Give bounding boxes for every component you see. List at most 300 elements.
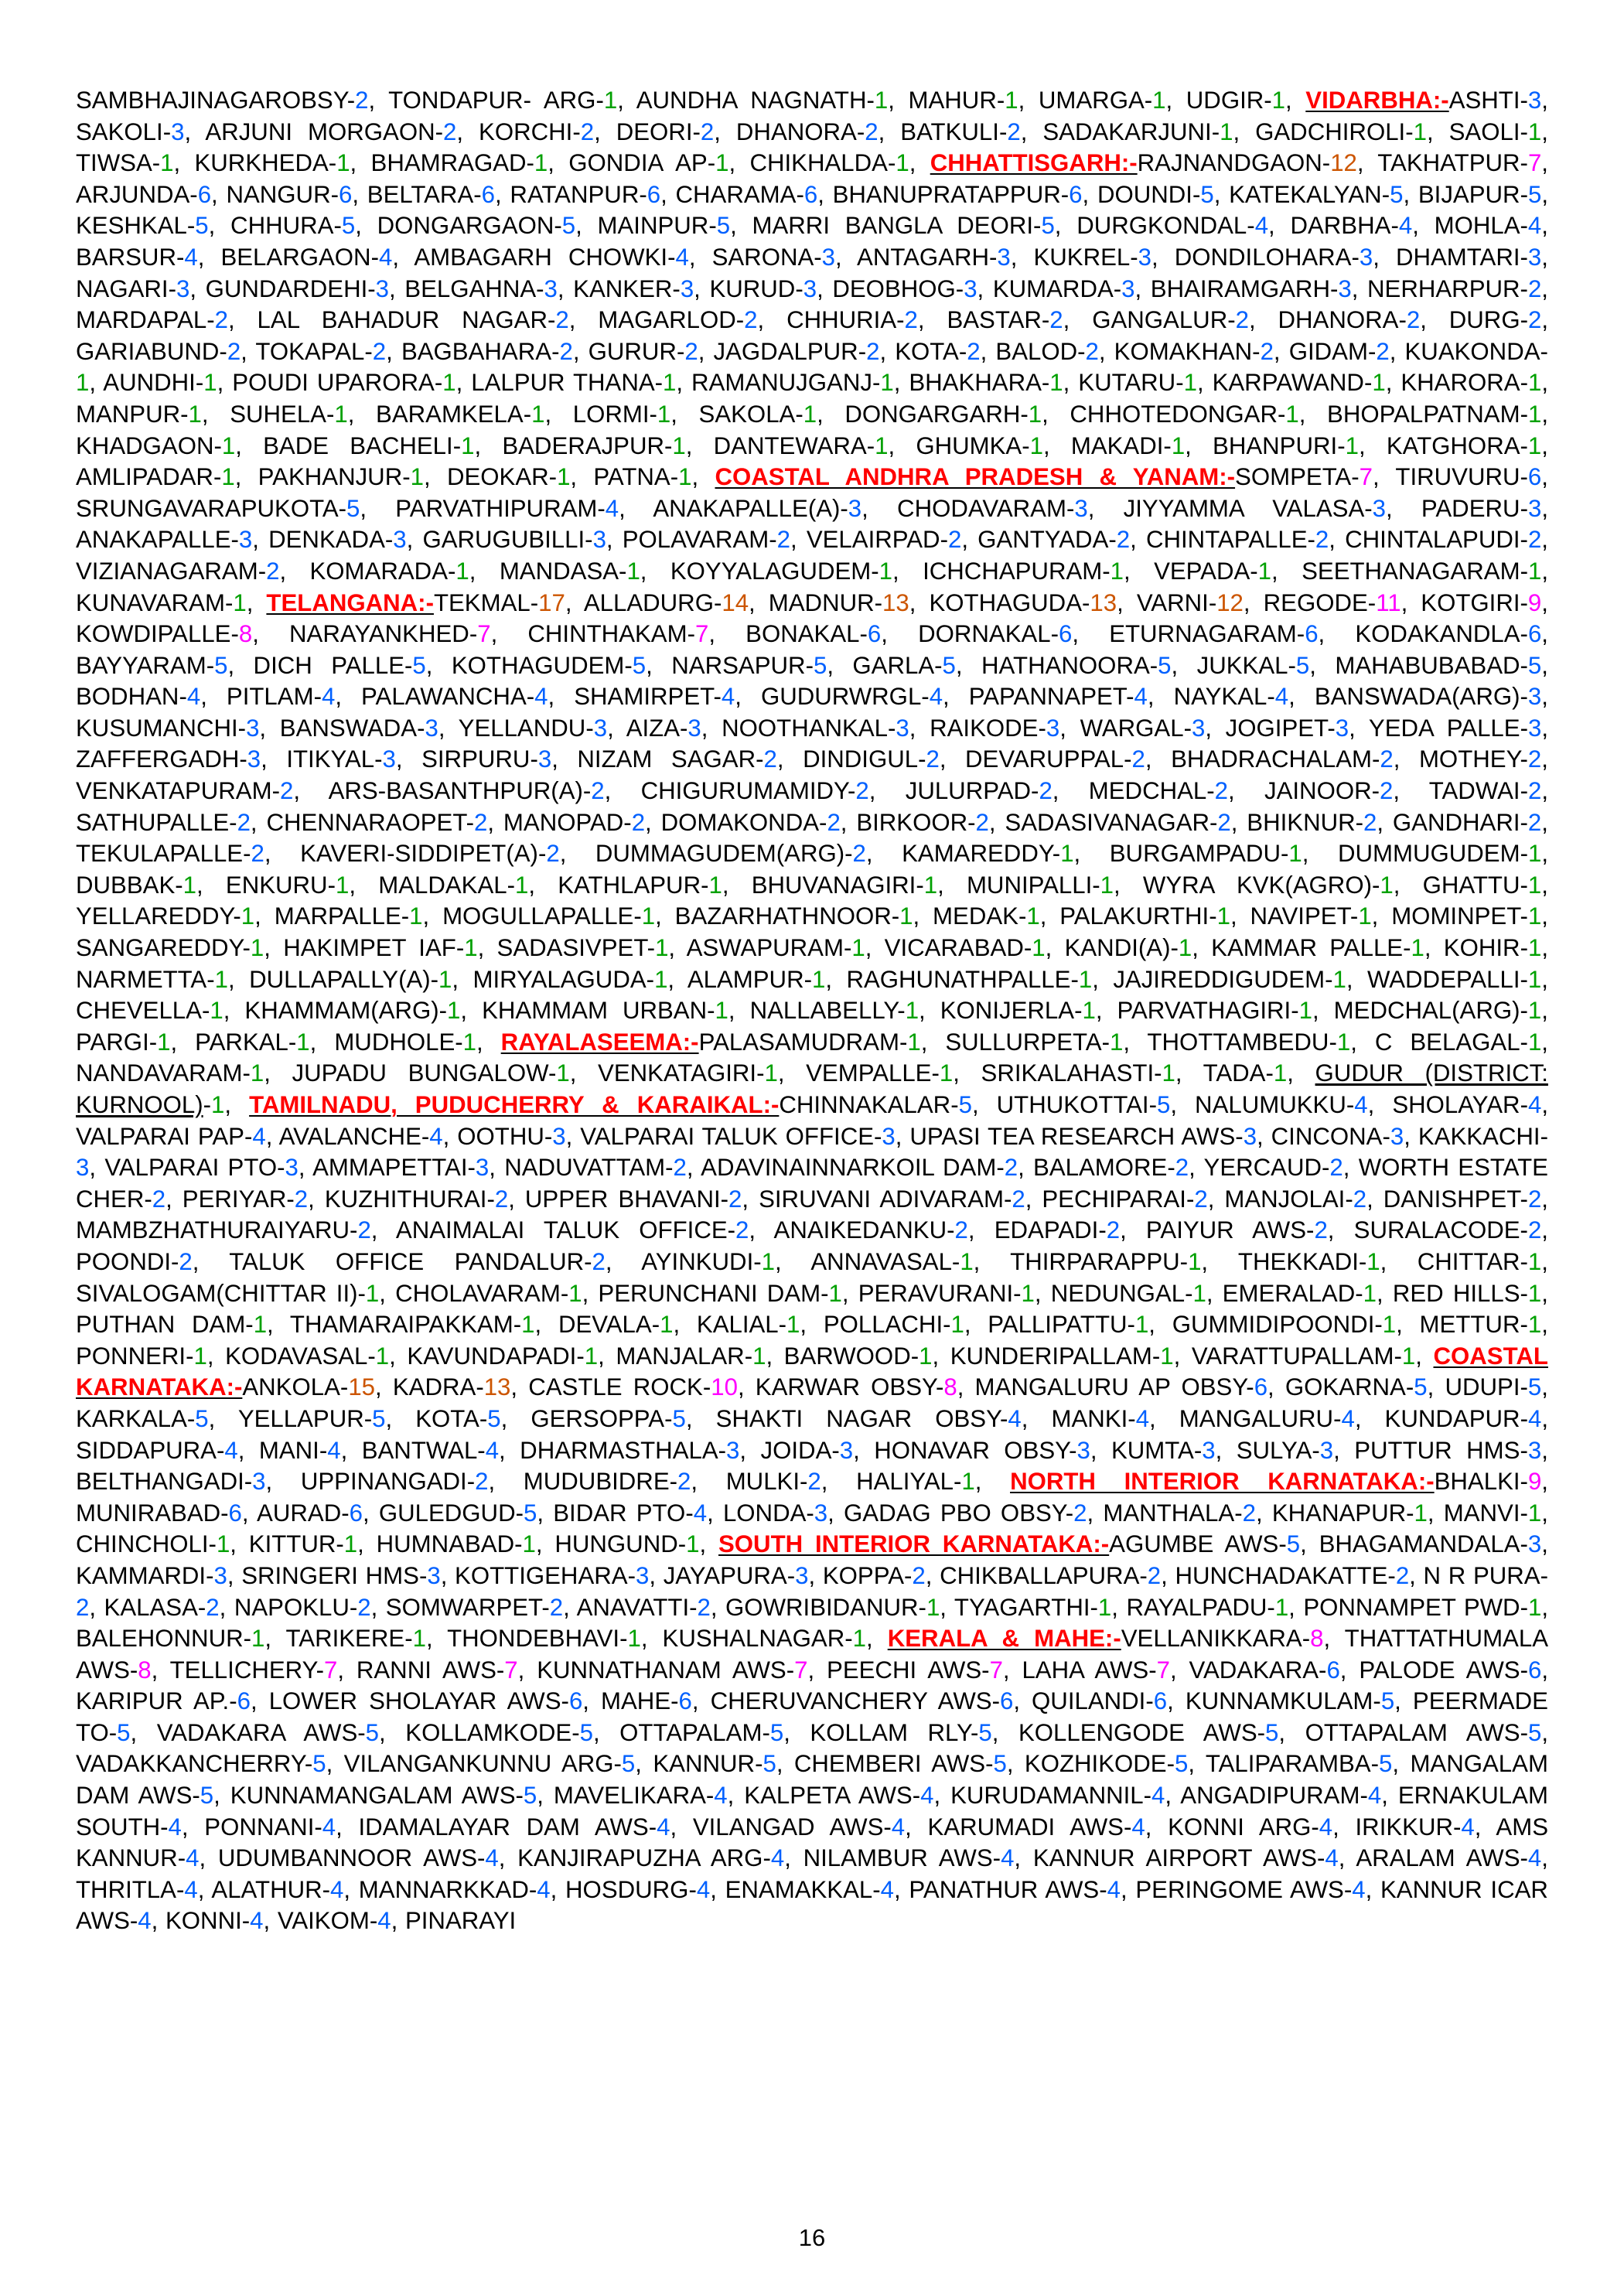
station-name: PATNA: [593, 463, 670, 491]
station-entry: CHINTAPALLE-2,: [1145, 526, 1346, 554]
station-name: GARLA: [852, 651, 935, 679]
station-entry: KODAKANDLA-6,: [1355, 620, 1548, 648]
station-name: THATTATHUMALA AWS: [76, 1625, 1548, 1684]
station-entry: UDUPI-5,: [1445, 1373, 1548, 1401]
station-entry: NANDAVARAM-1,: [76, 1059, 292, 1087]
station-count: 2: [494, 1185, 509, 1213]
station-count: 3: [896, 714, 909, 742]
station-count: 1: [880, 369, 894, 397]
station-count: 2: [763, 745, 777, 773]
station-count: 1: [160, 149, 174, 177]
station-name: SHAMIRPET: [574, 683, 714, 711]
station-count: 5: [1527, 651, 1542, 679]
station-entry: DEVALA-1,: [558, 1311, 697, 1339]
station-entry: PERINGOME AWS-4,: [1135, 1875, 1380, 1903]
station-count: 4: [1325, 1844, 1339, 1872]
station-entry: MANGALURU AP OBSY-6,: [974, 1373, 1285, 1401]
station-name: JAGDALPUR: [713, 337, 858, 365]
station-entry: MADNUR-13,: [768, 588, 930, 616]
station-name: THIRPARAPPU: [1010, 1247, 1180, 1275]
station-name: KHAMMAM(ARG): [244, 997, 439, 1025]
station-count: 3: [537, 745, 552, 773]
station-name: RED HILLS: [1392, 1279, 1520, 1307]
station-name: PANATHUR AWS: [909, 1875, 1100, 1903]
station-name: KODAVASAL: [225, 1342, 368, 1370]
station-entry: CHINTHAKAM-7,: [527, 620, 746, 648]
station-count: 1: [253, 1311, 268, 1339]
station-name: AMBAGARH CHOWKI: [414, 243, 668, 271]
station-name: BURGAMPADU: [1109, 840, 1281, 868]
station-name: CHEVELLA: [76, 997, 202, 1025]
station-entry: NAPOKLU-2,: [234, 1593, 386, 1621]
station-entry: JAGDALPUR-2,: [713, 337, 896, 365]
station-entry: PITLAM-4,: [226, 683, 362, 711]
station-count: 1: [343, 1530, 358, 1558]
station-name: ETURNAGARAM: [1109, 620, 1297, 648]
station-count: 6: [1059, 620, 1073, 648]
station-entry: PALODE AWS-6,: [1359, 1656, 1548, 1684]
station-count: 1: [1527, 118, 1542, 145]
station-count: 1: [1285, 400, 1299, 428]
station-name: AIZA: [626, 714, 681, 742]
station-entry: CHEVELLA-1,: [76, 997, 245, 1025]
station-entry: KARUMADI AWS-4,: [927, 1813, 1169, 1841]
station-name: GOWRIBIDANUR: [725, 1593, 919, 1621]
station-name: JAINOOR: [1264, 777, 1372, 805]
station-name: SANGAREDDY: [76, 934, 243, 962]
station-entry: PECHIPARAI-2,: [1042, 1185, 1225, 1213]
station-entry: GANTYADA-2,: [977, 526, 1146, 554]
station-name: CHIKBALLAPURA: [940, 1561, 1140, 1589]
station-entry: PERUNCHANI DAM-1,: [598, 1279, 858, 1307]
station-entry: THATTATHUMALA AWS-8,: [76, 1625, 1548, 1684]
station-name: RAYALPADU: [1126, 1593, 1267, 1621]
station-entry: AIZA-3,: [626, 714, 722, 742]
station-name: UPPINANGADI: [300, 1468, 467, 1496]
station-entry: C BELAGAL-1,: [1374, 1028, 1548, 1056]
station-name: GUMMIDIPOONDI: [1172, 1311, 1375, 1339]
station-count: 1: [1336, 1028, 1351, 1056]
station-name: JUPADU BUNGALOW: [292, 1059, 548, 1087]
station-name: WARGAL: [1080, 714, 1184, 742]
station-count: 6: [349, 1499, 363, 1527]
station-entry: YELLAPUR-5,: [237, 1404, 416, 1432]
station-entry: PERIYAR-2,: [182, 1185, 325, 1213]
station-count: 1: [851, 934, 865, 962]
station-entry: DUBBAK-1,: [76, 871, 226, 899]
station-name: SIVALOGAM(CHITTAR II): [76, 1279, 358, 1307]
station-count: 6: [1326, 1656, 1340, 1684]
station-entry: CHHURIA-2,: [786, 306, 947, 334]
station-count: 2: [697, 1593, 711, 1621]
station-name: KOTTIGEHARA: [455, 1561, 628, 1589]
station-entry: THONDEBHAVI-1,: [447, 1625, 663, 1653]
station-count: 13: [882, 588, 909, 616]
station-name: VARNI: [1136, 588, 1209, 616]
station-entry: BAZARHATHNOOR-1,: [674, 902, 933, 930]
station-count: 5: [978, 1718, 992, 1746]
station-name: ARALAM AWS: [1356, 1844, 1520, 1872]
station-entry: PONNERI-1,: [76, 1342, 226, 1370]
station-entry: UDGIR-1,: [1186, 87, 1306, 114]
station-count: 3: [425, 714, 438, 742]
station-name: CHHURIA: [786, 306, 897, 334]
station-count: 4: [168, 1813, 182, 1841]
station-name: AMLIPADAR: [76, 463, 213, 491]
station-entry: GADCHIROLI-1,: [1255, 118, 1449, 145]
station-count: 2: [1217, 808, 1231, 836]
station-count: 1: [183, 871, 197, 899]
station-entry: BHANPURI-1,: [1213, 432, 1387, 459]
station-name: CHOLAVARAM: [395, 1279, 561, 1307]
station-count: 2: [677, 1468, 691, 1496]
station-entry: JOIDA-3,: [760, 1436, 875, 1464]
station-name: REGODE: [1263, 588, 1368, 616]
station-count: 3: [1527, 87, 1542, 114]
station-entry: NADUVATTAM-2,: [504, 1154, 701, 1182]
station-count: 2: [735, 1216, 749, 1244]
station-count: 2: [1315, 526, 1329, 554]
station-entry: KUMTA-3,: [1111, 1436, 1237, 1464]
station-name: BANTWAL: [361, 1436, 478, 1464]
station-count: 3: [1191, 714, 1206, 742]
station-name: VADAKARA: [1189, 1656, 1319, 1684]
station-count: 4: [377, 1907, 391, 1935]
station-entry: KOTHAGUDEM-5,: [451, 651, 672, 679]
station-name: VALPARAI TALUK OFFICE: [580, 1122, 875, 1150]
station-entry: ARALAM AWS-4,: [1356, 1844, 1548, 1872]
station-name: KUTARU: [1078, 369, 1176, 397]
station-count: 3: [1527, 683, 1542, 711]
station-entry: PAKHANJUR-1,: [258, 463, 447, 491]
station-count: 5: [487, 1404, 501, 1432]
station-name: GADCHIROLI: [1255, 118, 1406, 145]
station-name: HONAVAR OBSY: [874, 1436, 1070, 1464]
station-name: GARIABUND: [76, 337, 220, 365]
station-name: KUSHALNAGAR: [662, 1625, 845, 1653]
station-count: 1: [1049, 369, 1063, 397]
station-count: 3: [848, 494, 862, 522]
station-entry: THRITLA-4,: [76, 1875, 212, 1903]
station-name: OOTHU: [457, 1122, 544, 1150]
station-name: BELARGAON: [220, 243, 371, 271]
station-entry: KUNDAPUR-4,: [1384, 1404, 1548, 1432]
station-count: 4: [929, 683, 943, 711]
station-entry: DHANORA-2,: [735, 118, 901, 145]
station-count: 1: [584, 1342, 599, 1370]
station-name: KAMMAR PALLE: [1211, 934, 1404, 962]
station-count: 3: [375, 275, 390, 302]
station-count: 1: [923, 871, 938, 899]
station-entry: YELLANDU-3,: [458, 714, 626, 742]
station-entry: PEECHI AWS-7,: [827, 1656, 1022, 1684]
station-name: PALLIPATTU: [988, 1311, 1128, 1339]
station-name: KUKREL: [1033, 243, 1131, 271]
station-name: LAHA AWS: [1022, 1656, 1149, 1684]
station-entry: SHAMIRPET-4,: [574, 683, 761, 711]
station-count: 2: [546, 840, 560, 868]
station-count: 2: [443, 118, 457, 145]
station-entry: ANAIKEDANKU-2,: [773, 1216, 995, 1244]
station-entry: DONGARGAON-5,: [377, 212, 598, 240]
station-name: MAKADI: [1070, 432, 1164, 459]
station-name: GADAG PBO OBSY: [844, 1499, 1066, 1527]
station-name: JIYYAMMA VALASA: [1123, 494, 1365, 522]
station-entry: BHANUPRATAPPUR-6,: [832, 180, 1097, 208]
station-entry: REGODE-11,: [1263, 588, 1421, 616]
station-entry: NANGUR-6,: [226, 180, 367, 208]
station-entry: AVALANCHE-4,: [278, 1122, 458, 1150]
station-name: GULEDGUD: [378, 1499, 516, 1527]
station-name: DURG: [1448, 306, 1520, 334]
station-entry: NAVIPET-1,: [1250, 902, 1392, 930]
station-name: TOKAPAL: [255, 337, 365, 365]
station-entry: KUNNAMANGALAM AWS-5,: [230, 1782, 554, 1810]
station-name: PAIYUR AWS: [1145, 1216, 1307, 1244]
station-count: 5: [412, 651, 426, 679]
station-entry: VADAKARA-6,: [1189, 1656, 1360, 1684]
station-entry: MARRI BANGLA DEORI-5,: [752, 212, 1077, 240]
station-name: PUTHAN DAM: [76, 1311, 246, 1339]
station-name: MANJOLAI: [1224, 1185, 1346, 1213]
station-name: TADWAI: [1428, 777, 1520, 805]
station-entry: BALEHONNUR-1,: [76, 1625, 286, 1653]
station-count: 1: [1527, 369, 1542, 397]
station-count: 6: [647, 180, 661, 208]
station-entry: PALAKURTHI-1,: [1059, 902, 1250, 930]
station-entry: TAKHATPUR-7,: [1377, 149, 1548, 177]
station-count: 2: [904, 306, 918, 334]
station-name: CHINCHOLI: [76, 1530, 209, 1558]
station-count: 3: [795, 1561, 809, 1589]
station-count: 3: [1372, 494, 1386, 522]
station-name: MUNIRABAD: [76, 1499, 221, 1527]
station-entry: DEOKAR-1,: [446, 463, 594, 491]
station-name: CASTLE ROCK: [528, 1373, 703, 1401]
station-count: 7: [477, 620, 491, 648]
station-count: 1: [534, 149, 548, 177]
station-name: ADAVINAINNARKOIL DAM: [701, 1154, 997, 1182]
station-count: 3: [475, 1154, 490, 1182]
station-entry: KUSUMANCHI-3,: [76, 714, 280, 742]
station-count: 8: [238, 620, 253, 648]
station-name: NAYKAL: [1173, 683, 1267, 711]
station-name: BHUVANAGIRI: [751, 871, 916, 899]
station-entry: SRUNGAVARAPUKOTA-5,: [76, 494, 396, 522]
station-name: BALAMORE: [1033, 1154, 1168, 1182]
station-entry: SEETHANAGARAM-1,: [1302, 557, 1548, 585]
station-entry: SIRPURU-3,: [421, 745, 578, 773]
station-entry: PONNANI-4,: [204, 1813, 359, 1841]
station-entry: KAVUNDAPADI-1,: [407, 1342, 616, 1370]
station-count: 1: [568, 1279, 582, 1307]
station-count: 4: [250, 1907, 264, 1935]
station-entry: BANSWADA-3,: [279, 714, 459, 742]
station-count: 1: [214, 965, 228, 993]
station-count: 1: [686, 1530, 700, 1558]
station-entry: VAIKOM-4,: [277, 1907, 405, 1935]
station-count: 5: [1414, 1373, 1428, 1401]
station-entry: SULYA-3,: [1236, 1436, 1355, 1464]
station-name: ANAKAPALLE(A): [653, 494, 841, 522]
station-entry: KHADGAON-1,: [76, 432, 264, 459]
region-heading: COASTAL KARNATAKA:-: [76, 1342, 1548, 1401]
station-name: MALDAKAL: [378, 871, 507, 899]
station-name: MANTHALA: [1103, 1499, 1235, 1527]
station-entry: BIDAR PTO-4,: [553, 1499, 723, 1527]
station-name: KHARORA: [1401, 369, 1520, 397]
station-name: WYRA KVK(AGRO): [1142, 871, 1372, 899]
station-count: 1: [1082, 997, 1096, 1025]
station-count: 1: [657, 400, 671, 428]
station-count: 5: [1156, 1091, 1171, 1118]
station-entry: TYAGARTHI-1,: [954, 1593, 1127, 1621]
station-name: KORCHI: [479, 118, 573, 145]
station-name: YEDA PALLE: [1368, 714, 1520, 742]
station-name: QUILANDI: [1032, 1687, 1146, 1715]
station-count: 2: [631, 808, 646, 836]
station-name: MANI: [258, 1436, 319, 1464]
station-entry: KATEKALYAN-5,: [1229, 180, 1418, 208]
station-count: 1: [1274, 1593, 1289, 1621]
station-count: 1: [1109, 1028, 1124, 1056]
station-name: MANGALAM DAM AWS: [76, 1750, 1548, 1810]
station-entry: TOKAPAL-2,: [255, 337, 401, 365]
station-count: 17: [538, 588, 565, 616]
station-count: 2: [827, 808, 841, 836]
station-count: 2: [152, 1185, 166, 1213]
station-count: 6: [999, 1687, 1014, 1715]
station-name: KONNI: [165, 1907, 242, 1935]
station-name: KOTHAGUDEM: [451, 651, 625, 679]
station-count: 1: [442, 369, 456, 397]
station-entry: NAGARI-3,: [76, 275, 206, 302]
station-entry: GARIABUND-2,: [76, 337, 256, 365]
station-entry: AMBAGARH CHOWKI-4,: [414, 243, 712, 271]
station-name: TEKULAPALLE: [76, 840, 244, 868]
station-count: 2: [807, 1468, 821, 1496]
station-name: UPPER BHAVANI: [524, 1185, 721, 1213]
station-count: 8: [138, 1656, 152, 1684]
station-name: PERUNCHANI DAM: [598, 1279, 821, 1307]
station-name: NAPOKLU: [234, 1593, 350, 1621]
station-entry: AYINKUDI-1,: [641, 1247, 811, 1275]
station-entry: KALASA-2,: [104, 1593, 234, 1621]
station-name: DEOBHOG: [832, 275, 956, 302]
station-name: NEDUNGAL: [1050, 1279, 1186, 1307]
station-name: CHINTALAPUDI: [1345, 526, 1520, 554]
station-entry: ANTAGARH-3,: [857, 243, 1034, 271]
station-count: 1: [1021, 1279, 1035, 1307]
station-entry: DORNAKAL-6,: [918, 620, 1110, 648]
station-name: ERNAKULAM SOUTH: [76, 1782, 1548, 1841]
station-entry: VADAKKANCHERRY-5,: [76, 1750, 344, 1778]
station-count: 2: [372, 337, 387, 365]
station-entry: NEDUNGAL-1,: [1050, 1279, 1223, 1307]
station-name: HUMNABAD: [376, 1530, 515, 1558]
station-name: PARVATHAGIRI: [1117, 997, 1291, 1025]
station-name: KANKER: [573, 275, 673, 302]
station-name: BIJAPUR: [1418, 180, 1520, 208]
station-count: 4: [184, 1875, 198, 1903]
station-count: 4: [1107, 1875, 1121, 1903]
station-name: PALODE AWS: [1359, 1656, 1520, 1684]
station-name: SULLURPETA: [945, 1028, 1102, 1056]
station-count: 1: [1005, 87, 1018, 114]
station-name: TAKHATPUR: [1377, 149, 1520, 177]
station-count: 1: [1192, 1279, 1206, 1307]
station-entry: JUKKAL-5,: [1196, 651, 1336, 679]
station-name: GOKARNA: [1285, 1373, 1406, 1401]
station-name: SAKOLA: [698, 400, 796, 428]
station-name: KOLLENGODE AWS: [1018, 1718, 1257, 1746]
station-name: NALLABELLY: [749, 997, 898, 1025]
station-name: EMERALAD: [1222, 1279, 1356, 1307]
station-entry: WYRA KVK(AGRO)-1,: [1142, 871, 1423, 899]
station-count: 3: [726, 1436, 740, 1464]
station-name: BARAMKELA: [376, 400, 524, 428]
station-count: 5: [1200, 180, 1214, 208]
station-entry: GUDUR (DISTRICT: KURNOOL)-1,: [76, 1059, 1548, 1118]
station-name: KHANAPUR: [1271, 1499, 1407, 1527]
station-name: AVALANCHE: [278, 1122, 421, 1150]
station-name: KATHLAPUR: [558, 871, 701, 899]
station-name: DEOKAR: [446, 463, 549, 491]
station-count: 1: [926, 1593, 940, 1621]
station-entry: MOHLA-4,: [1434, 212, 1548, 240]
station-count: 2: [1116, 526, 1131, 554]
station-name: PERIYAR: [182, 1185, 287, 1213]
station-count: 1: [1527, 1593, 1542, 1621]
station-entry: ANAIMALAI TALUK OFFICE-2,: [395, 1216, 774, 1244]
station-count: 1: [365, 1279, 380, 1307]
station-entry: VEPADA-1,: [1154, 557, 1302, 585]
station-count: 1: [210, 997, 223, 1025]
station-name: VILANGAD AWS: [692, 1813, 884, 1841]
station-count: 1: [336, 149, 350, 177]
station-name: PITLAM: [226, 683, 314, 711]
station-name: AUNDHI: [103, 369, 196, 397]
station-count: 3: [814, 1499, 828, 1527]
station-count: 2: [1329, 1154, 1343, 1182]
station-entry: POLLACHI-1,: [823, 1311, 988, 1339]
station-count: 2: [673, 1154, 687, 1182]
station-entry: EMERALAD-1,: [1222, 1279, 1393, 1307]
station-name: CHHOTEDONGAR: [1070, 400, 1278, 428]
station-name: MARPALLE: [274, 902, 401, 930]
station-entry: TIWSA-1,: [76, 149, 195, 177]
station-count: 2: [1235, 306, 1249, 334]
station-entry: KOZHIKODE-5,: [1024, 1750, 1206, 1778]
station-count: 9: [1527, 1468, 1542, 1496]
station-count: 2: [947, 526, 962, 554]
station-count: 7: [504, 1656, 518, 1684]
station-name: PONNANI: [204, 1813, 315, 1841]
station-count: 1: [803, 400, 817, 428]
station-count: 5: [1527, 1373, 1542, 1401]
station-name: MEDCHAL: [1088, 777, 1207, 805]
station-count: 2: [855, 777, 869, 805]
station-count: 3: [1074, 494, 1088, 522]
station-name: C BELAGAL: [1374, 1028, 1520, 1056]
station-count: 2: [580, 118, 595, 145]
station-name: VADAKARA AWS: [156, 1718, 358, 1746]
station-entry: SAKOLI-3,: [76, 118, 206, 145]
station-entry: ANAVATTI-2,: [576, 1593, 726, 1621]
station-entry: NILAMBUR AWS-4,: [803, 1844, 1033, 1872]
station-entry: VALPARAI PAP-4,: [76, 1122, 279, 1150]
station-name: BHAGAMANDALA: [1319, 1530, 1520, 1558]
